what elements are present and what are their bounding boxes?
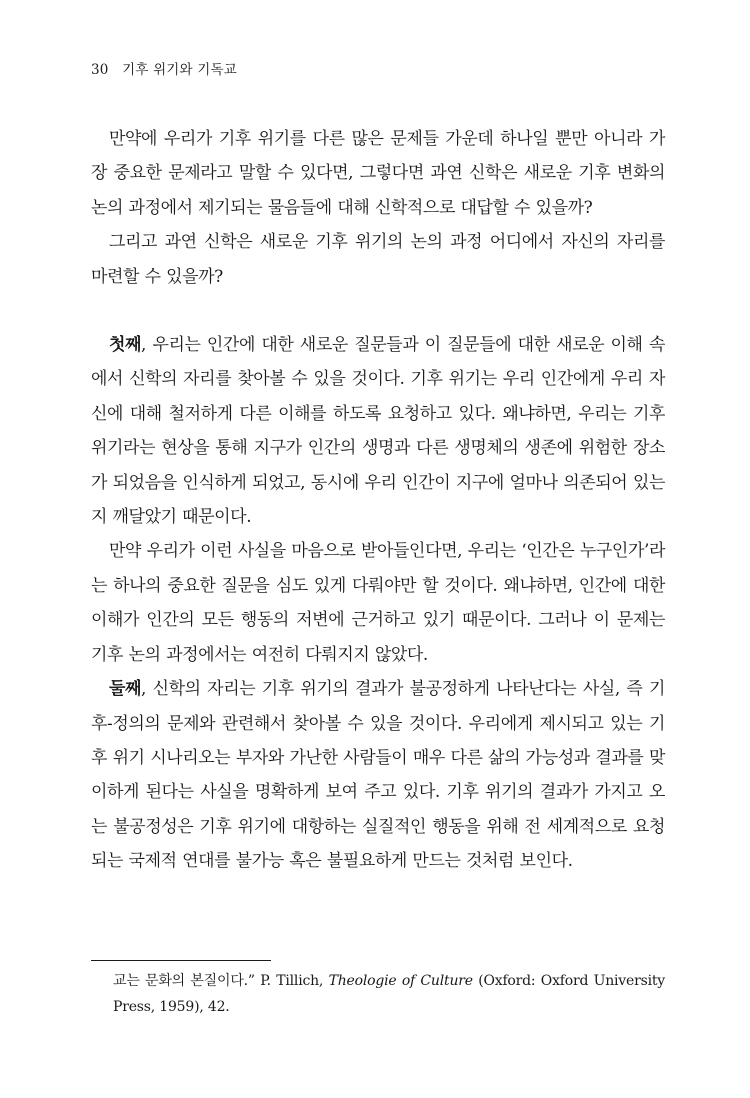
paragraph-4: 만약 우리가 이런 사실을 마음으로 받아들인다면, 우리는 ‘인간은 누구인가’라는 하나의 중요한 질문을 심도 있게 다뤄야만 할 것이다. 왜냐하면, 인간에 대한 이해가 인간의 모든 행동의 저변에 근거하고 있기 때문이다. 그러나 이 문제는 기후 논의 과정에서는 여전히 다뤄지지 않았다. xyxy=(91,541,665,665)
main-text xyxy=(91,122,665,879)
running-header xyxy=(91,58,237,78)
footnote-divider xyxy=(91,960,271,961)
running-title: 기후 위기와 기독교 xyxy=(122,62,238,78)
lead-word-second: 둘째 xyxy=(109,679,142,700)
paragraph-2: 그리고 과연 신학은 새로운 기후 위기의 논의 과정 어디에서 자신의 자리를 마련할 수 있을까? xyxy=(91,232,665,287)
lead-word-first: 첫째 xyxy=(109,335,142,356)
footnote-book-title: Theologie of Culture xyxy=(328,973,473,989)
paragraph-second-point: 둘째, 신학의 자리는 기후 위기의 결과가 불공정하게 나타난다는 사실, 즉 기후-정의의 문제와 관련해서 찾아볼 수 있을 것이다. 우리에게 제시되고 있는 기후 위기 시나리오는 부자와 가난한 사람들이 매우 다른 삶의 가능성과 결과를 맞이하게 된다는 사실을 명확하게 보여 주고 있다. 기후 위기의 결과가 가지고 오는 불공정성은 기후 위기에 대항하는 실질적인 행동을 위해 전 세계적으로 요청되는 국제적 연대를 불가능 혹은 불필요하게 만드는 것처럼 보인다. xyxy=(91,679,665,872)
page-number: 30 xyxy=(91,62,109,78)
footnote: 교는 문화의 본질이다.” P. Tillich, Theologie of Culture (Oxford: Oxford University Press, 1959), 42. xyxy=(113,973,665,1015)
paragraph-first-point: 첫째, 우리는 인간에 대한 새로운 질문들과 이 질문들에 대한 새로운 이해 속에서 신학의 자리를 찾아볼 수 있을 것이다. 기후 위기는 우리 인간에게 우리 자신에 대해 철저하게 다른 이해를 하도록 요청하고 있다. 왜냐하면, 우리는 기후 위기라는 현상을 통해 지구가 인간의 생명과 다른 생명체의 생존에 위험한 장소가 되었음을 인식하게 되었고, 동시에 우리 인간이 지구에 얼마나 의존되어 있는지 깨달았기 때문이다. xyxy=(91,335,665,528)
paragraph-1: 만약에 우리가 기후 위기를 다른 많은 문제들 가운데 하나일 뿐만 아니라 가장 중요한 문제라고 말할 수 있다면, 그렇다면 과연 신학은 새로운 기후 변화의 논의 과정에서 제기되는 물음들에 대해 신학적으로 대답할 수 있을까? xyxy=(91,129,665,218)
